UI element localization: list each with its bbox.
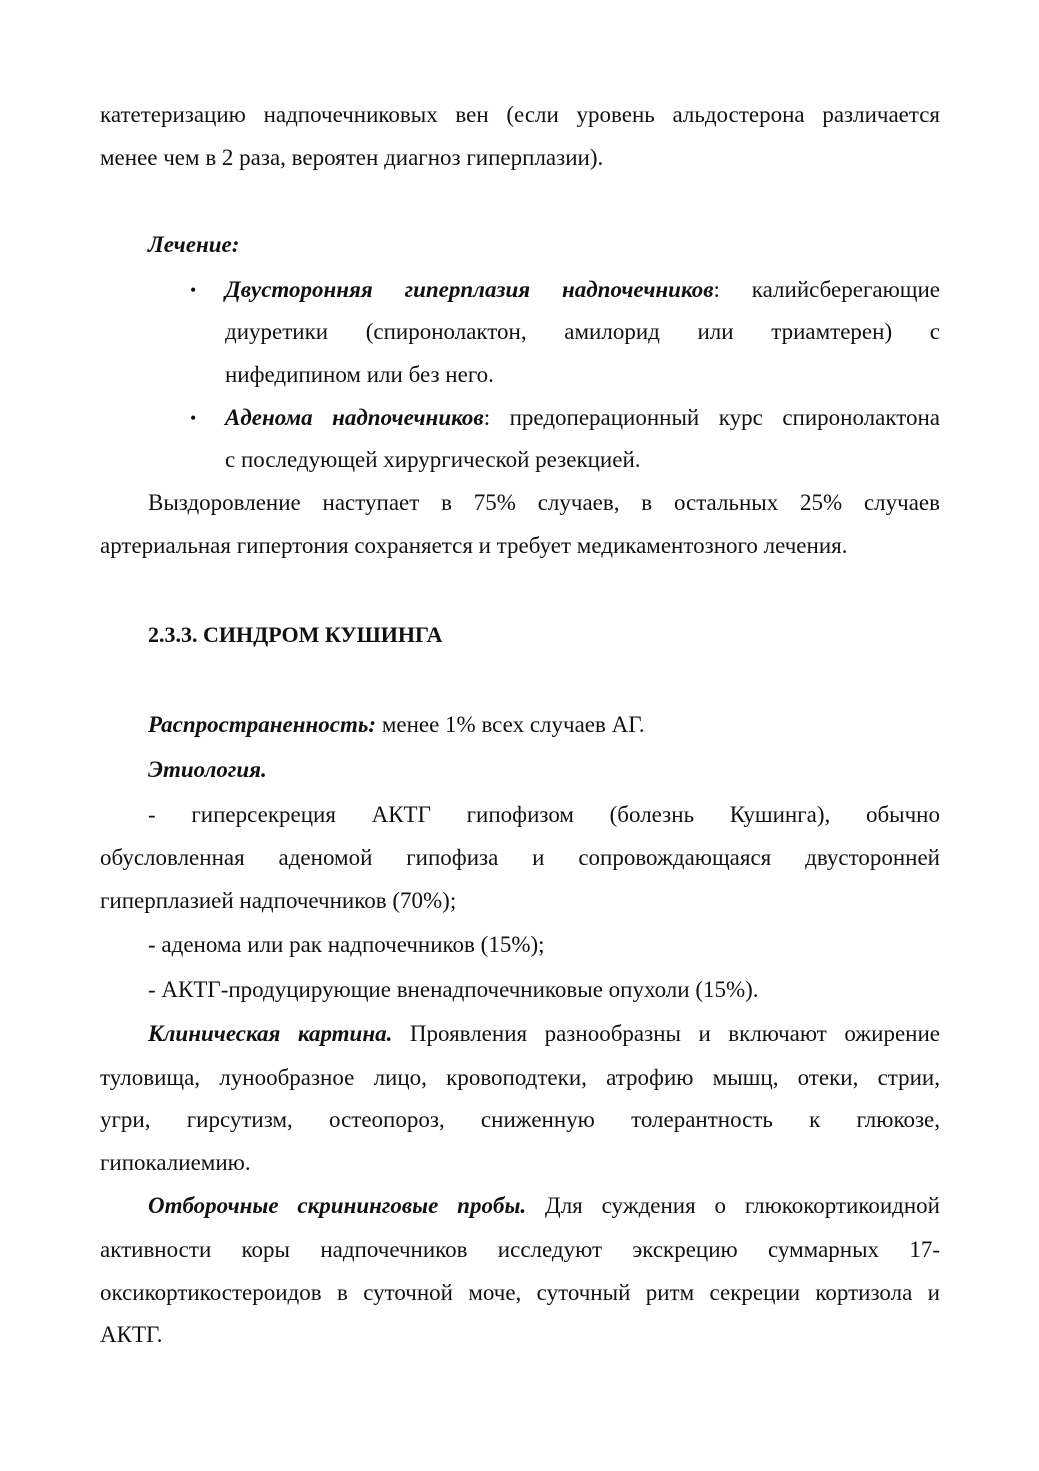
term-label: Клиническая картина. — [148, 1021, 393, 1046]
paragraph-line: - АКТГ-продуцирующие вненадпочечниковые опухоли (15%). — [148, 977, 759, 1002]
list-item-term: Двусторонняя гиперплазия надпочечников — [225, 277, 714, 302]
paragraph-line: - гиперсекреция АКТГ гипофизом (болезнь Кушинга), обычно — [148, 802, 940, 827]
paragraph-line: - аденома или рак надпочечников (15%); — [148, 932, 545, 957]
paragraph-line — [148, 1191, 940, 1221]
paragraph-line: Выздоровление наступает в 75% случаев, в остальных 25% случаев — [148, 490, 940, 515]
list-item-line — [225, 275, 940, 305]
paragraph-line: АКТГ. — [100, 1322, 163, 1347]
paragraph-line: менее чем в 2 раза, вероятен диагноз гиперплазии). — [100, 145, 604, 170]
list-item-line — [225, 403, 940, 433]
term-label: Отборочные скрининговые пробы. — [148, 1193, 527, 1218]
list-item-text: : калийсберегающие — [713, 277, 940, 302]
paragraph-line — [148, 710, 940, 740]
bullet-icon: • — [190, 280, 197, 300]
paragraph-line: обусловленная аденомой гипофиза и сопровождающаяся двусторонней — [100, 845, 940, 870]
paragraph-text: Для суждения о глюкокортикоидной — [526, 1193, 940, 1218]
paragraph-line: катетеризацию надпочечниковых вен (если уровень альдостерона различается — [100, 102, 940, 127]
bullet-icon: • — [190, 408, 197, 428]
paragraph-line: артериальная гипертония сохраняется и требует медикаментозного лечения. — [100, 533, 848, 558]
paragraph-line: гипокалиемию. — [100, 1150, 251, 1175]
paragraph-line — [148, 1019, 940, 1049]
paragraph-line: активности коры надпочечников исследуют экскрецию суммарных 17- — [100, 1237, 940, 1262]
paragraph-text: менее 1% всех случаев АГ. — [376, 712, 645, 737]
term-label: Распространенность: — [148, 712, 377, 737]
list-item-line: с последующей хирургической резекцией. — [225, 447, 641, 472]
paragraph-line: угри, гирсутизм, остеопороз, сниженную толерантность к глюкозе, — [100, 1107, 940, 1132]
paragraph-line: оксикортикостероидов в суточной моче, суточный ритм секреции кортизола и — [100, 1280, 940, 1305]
etiology-heading: Этиология. — [148, 757, 267, 782]
treatment-heading: Лечение: — [148, 232, 240, 257]
paragraph-line: туловища, лунообразное лицо, кровоподтеки, атрофию мышц, отеки, стрии, — [100, 1065, 940, 1090]
list-item-line: диуретики (спиронолактон, амилорид или триамтерен) с — [225, 319, 940, 344]
list-item-line: нифедипином или без него. — [225, 362, 494, 387]
list-item-term: Аденома надпочечников — [225, 405, 484, 430]
list-item-text: : предоперационный курс спиронолактона — [483, 405, 940, 430]
paragraph-text: Проявления разнообразны и включают ожирение — [392, 1021, 940, 1046]
paragraph-line: гиперплазией надпочечников (70%); — [100, 888, 457, 913]
section-heading: 2.3.3. СИНДРОМ КУШИНГА — [148, 622, 443, 647]
